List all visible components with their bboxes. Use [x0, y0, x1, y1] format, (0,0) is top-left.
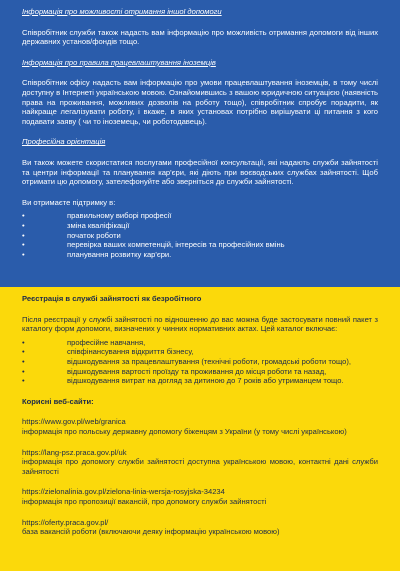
list-item: • зміна кваліфікації [22, 221, 378, 231]
website-item [22, 448, 378, 477]
list-item: • планування розвитку кар'єри. [22, 250, 378, 260]
website-description: інформація про пропозиції вакансій, про допомогу служби зайнятості [22, 496, 267, 506]
registration-paragraph: Після реєстрації у службі зайнятості по відношенню до вас можна буде застосувати повний пакет з каталогу форм допомоги, визначених у чинних нормативних актах. Цей каталог включає: [22, 314, 378, 334]
section-heading-other-aid: Інформація про можливості отримання іншої допомоги [22, 7, 222, 16]
support-list [22, 211, 378, 259]
list-item: • правильному виборі професії [22, 211, 378, 221]
website-description: база вакансій роботи (включаючи деяку інформацію українською мовою) [22, 527, 280, 537]
websites-heading: Корисні веб-сайти: [22, 396, 94, 406]
list-item: • початок роботи [22, 231, 378, 241]
website-description: інформація про польську державну допомогу біженцям з України (у тому числі українською) [22, 426, 347, 436]
list-item: • перевірка ваших компетенцій, інтересів та професійних вмінь [22, 240, 378, 250]
paragraph-career: Ви також можете скористатися послугами професійної консультації, які надають служби зайнятості та центри інформації та планування кар'єри, які діють при воєводських службах зайнятості. Щоб отримати цю допомогу, зателефонуйте або зверніться до служби зайнятості. [22, 157, 378, 187]
list-item: • співфінансування відкриття бізнесу, [22, 347, 378, 357]
website-description: інформація про допомогу служби зайнятості доступна українською мовою, контактні дані служби зайнятості [22, 457, 378, 476]
registration-heading: Реєстрація в службі зайнятості як безробітного [22, 294, 202, 303]
list-item: • відшкодування за працевлаштування (технічні роботи, громадські роботи тощо), [22, 357, 378, 367]
website-url[interactable]: https://lang-psz.praca.gov.pl/uk [22, 447, 127, 457]
website-url[interactable]: https://oferty.praca.gov.pl/ [22, 517, 109, 527]
section-heading-foreigners: Інформація про правила працевлаштування іноземців [22, 57, 216, 67]
paragraph-other-aid: Співробітник служби також надасть вам інформацію про можливість отримання допомоги від інших державних установ/фондів тощо. [22, 27, 378, 47]
website-item [22, 487, 378, 506]
list-item: • відшкодування витрат на догляд за дитиною до 7 років або утриманцем тощо. [22, 376, 378, 386]
website-item [22, 417, 378, 436]
website-item [22, 518, 378, 537]
list-item: • професійне навчання, [22, 338, 378, 348]
website-url[interactable]: https://www.gov.pl/web/granica [22, 417, 126, 427]
list-item: • відшкодування вартості проїзду та проживання до місця роботи та назад, [22, 367, 378, 377]
support-intro: Ви отримаєте підтримку в: [22, 197, 116, 207]
section-heading-career: Професійна орієнтація [22, 137, 106, 147]
yellow-section [0, 287, 400, 571]
websites-list [22, 417, 378, 536]
paragraph-foreigners: Співробітник офісу надасть вам інформацію про умови працевлаштування іноземців, в тому числі доступну в Інтернеті українською мовою. Ознайомившись з вашою юридичною ситуацією (наявність права на проживання, можливих дозволів на роботу тощо), співробітник спробує порадити, як найкраще легалізувати роботу, і вкаже, в яких установах потрібно вирішувати ці питання з кого подавати заяву ( чи то іноземець, чи роботодавець). [22, 78, 378, 126]
catalog-list [22, 338, 378, 386]
website-url[interactable]: https://zielonalinia.gov.pl/zielona-linia-wersja-rosyjska-34234 [22, 487, 225, 497]
